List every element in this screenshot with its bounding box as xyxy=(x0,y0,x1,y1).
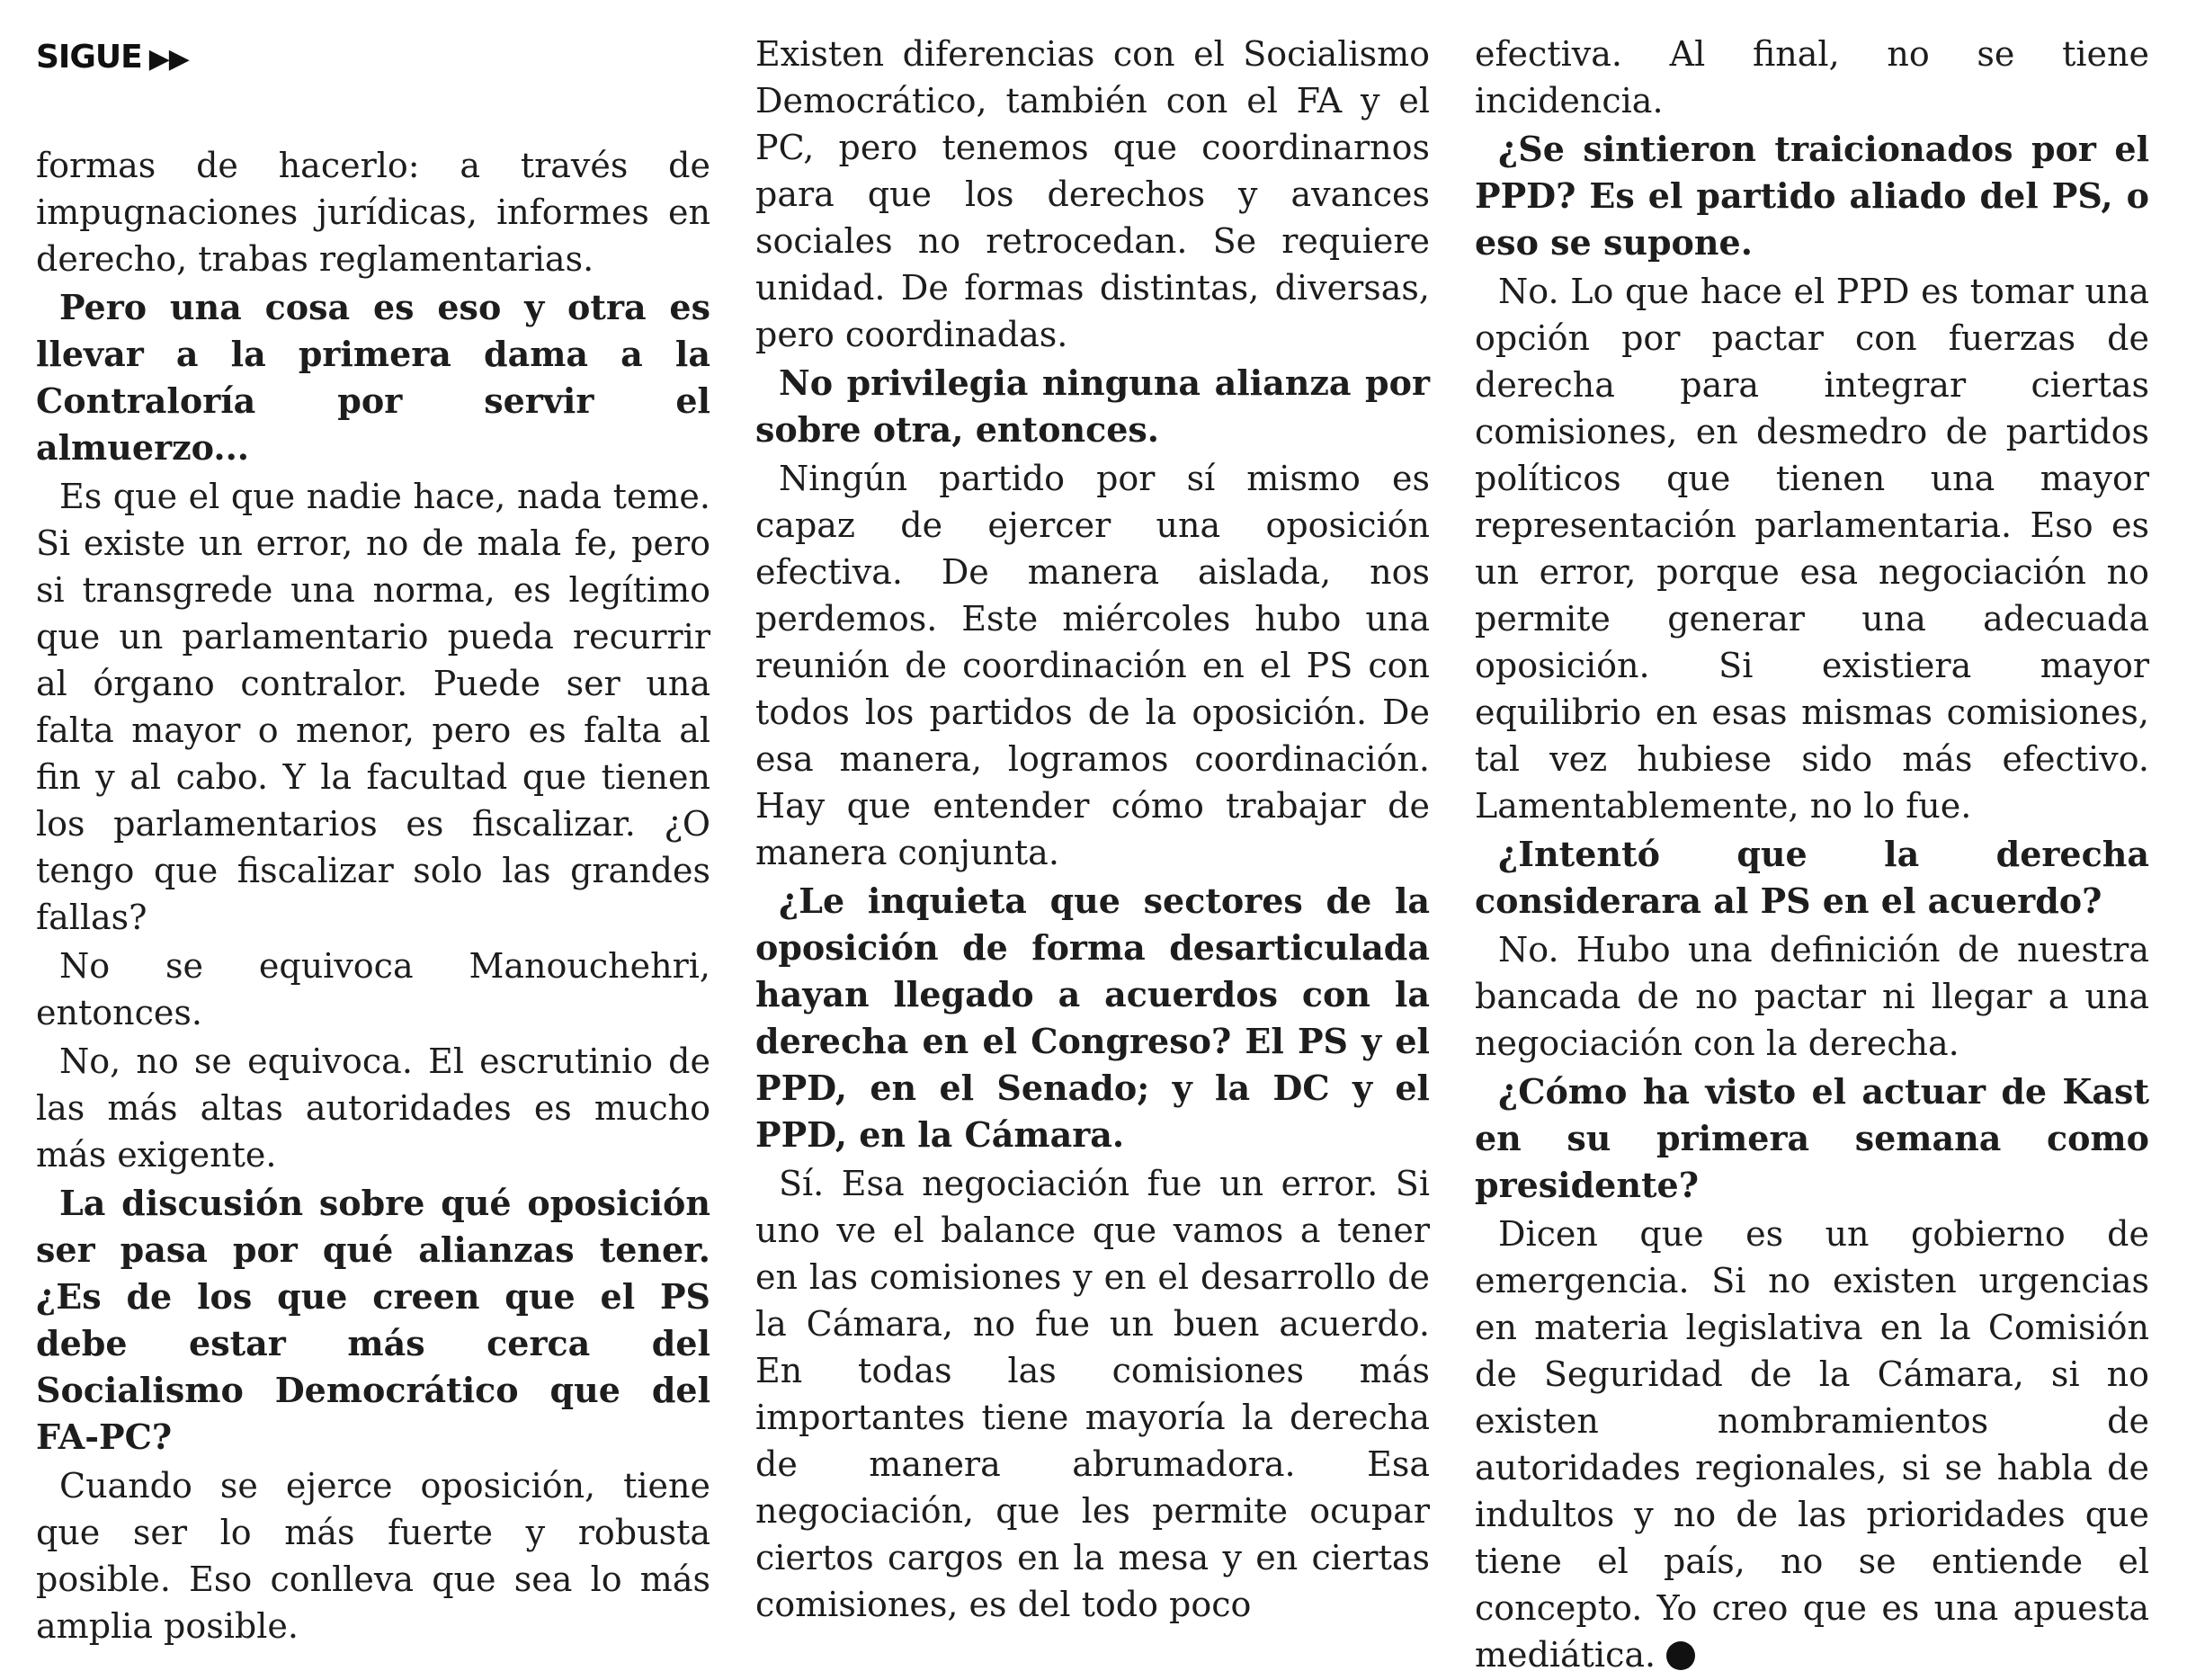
end-of-article-icon xyxy=(1666,1641,1695,1670)
interview-question: Pero una cosa es eso y otra es llevar a la primera dama a la Contraloría por servir el almuerzo... xyxy=(36,287,710,468)
paragraph: Existen diferencias con el Socialismo Democrático, también con el FA y el PC, pero tenemos que coordinarnos para que los derechos y avances sociales no retrocedan. Se requiere unidad. De formas distintas, diversas, pero coordinadas. xyxy=(755,34,1430,354)
interview-question: ¿Intentó que la derecha considerara al PS en el acuerdo? xyxy=(1475,834,2149,921)
sigue-text: SIGUE xyxy=(36,39,142,76)
interview-answer-final xyxy=(1475,1211,2149,1678)
interview-answer: Cuando se ejerce oposición, tiene que ser lo más fuerte y robusta posible. Eso conlleva que sea lo más amplia posible. xyxy=(36,1466,710,1646)
interview-answer: Sí. Esa negociación fue un error. Si uno ve el balance que vamos a tener en las comisiones y en el desarrollo de la Cámara, no fue un buen acuerdo. En todas las comisiones más importantes tiene mayoría la derecha de manera abrumadora. Esa negociación, que les permite ocupar ciertos cargos en la mesa y en ciertas comisiones, es del todo poco xyxy=(755,1164,1430,1624)
interview-question: La discusión sobre qué oposición ser pasa por qué alianzas tener. ¿Es de los que creen que el PS debe estar más cerca del Socialismo Democrático que del FA-PC? xyxy=(36,1183,710,1457)
paragraph: efectiva. Al final, no se tiene incidencia. xyxy=(1475,34,2149,121)
continue-arrows-icon: ▶▶ xyxy=(148,43,189,75)
paragraph: formas de hacerlo: a través de impugnaciones jurídicas, informes en derecho, trabas reglamentarias. xyxy=(36,146,710,279)
interview-answer: No, no se equivoca. El escrutinio de las más altas autoridades es mucho más exigente. xyxy=(36,1041,710,1175)
sigue-label xyxy=(36,31,710,86)
article-column-1 xyxy=(36,31,710,1651)
interview-question: ¿Cómo ha visto el actuar de Kast en su primera semana como presidente? xyxy=(1475,1071,2149,1205)
interview-question: No se equivoca Manouchehri, entonces. xyxy=(36,946,710,1032)
final-answer-text: Dicen que es un gobierno de emergencia. Si no existen urgencias en materia legislativa en la Comisión de Seguridad de la Cámara, si no existen nombramientos de autoridades regionales, si se habla de indultos y no de las prioridades que tiene el país, no se entiende el concepto. Yo creo que es una apuesta mediática. xyxy=(1475,1214,2149,1675)
interview-question: ¿Se sintieron traicionados por el PPD? Es el partido aliado del PS, o eso se supone. xyxy=(1475,129,2149,263)
interview-answer: No. Lo que hace el PPD es tomar una opción por pactar con fuerzas de derecha para integrar ciertas comisiones, en desmedro de partidos políticos que tienen una mayor representación parlamentaria. Eso es un error, porque esa negociación no permite generar una adecuada oposición. Si existiera mayor equilibrio en esas mismas comisiones, tal vez hubiese sido más efectivo. Lamentablemente, no lo fue. xyxy=(1475,272,2149,826)
interview-answer: No. Hubo una definición de nuestra bancada de no pactar ni llegar a una negociación con la derecha. xyxy=(1475,930,2149,1063)
interview-question: No privilegia ninguna alianza por sobre otra, entonces. xyxy=(755,362,1430,450)
interview-answer: Ningún partido por sí mismo es capaz de ejercer una oposición efectiva. De manera aislada, nos perdemos. Este miércoles hubo una reunión de coordinación en el PS con todos los partidos de la oposición. De esa manera, logramos coordinación. Hay que entender cómo trabajar de manera conjunta. xyxy=(755,459,1430,872)
article-column-2 xyxy=(755,31,1430,1630)
interview-question: ¿Le inquieta que sectores de la oposición de forma desarticulada hayan llegado a acuerdos con la derecha en el Congreso? El PS y el PPD, en el Senado; y la DC y el PPD, en la Cámara. xyxy=(755,880,1430,1155)
article-column-3 xyxy=(1475,31,2149,1680)
interview-answer: Es que el que nadie hace, nada teme. Si existe un error, no de mala fe, pero si transgrede una norma, es legítimo que un parlamentario pueda recurrir al órgano contralor. Puede ser una falta mayor o menor, pero es falta al fin y al cabo. Y la facultad que tienen los parlamentarios es fiscalizar. ¿O tengo que fiscalizar solo las grandes fallas? xyxy=(36,477,710,937)
